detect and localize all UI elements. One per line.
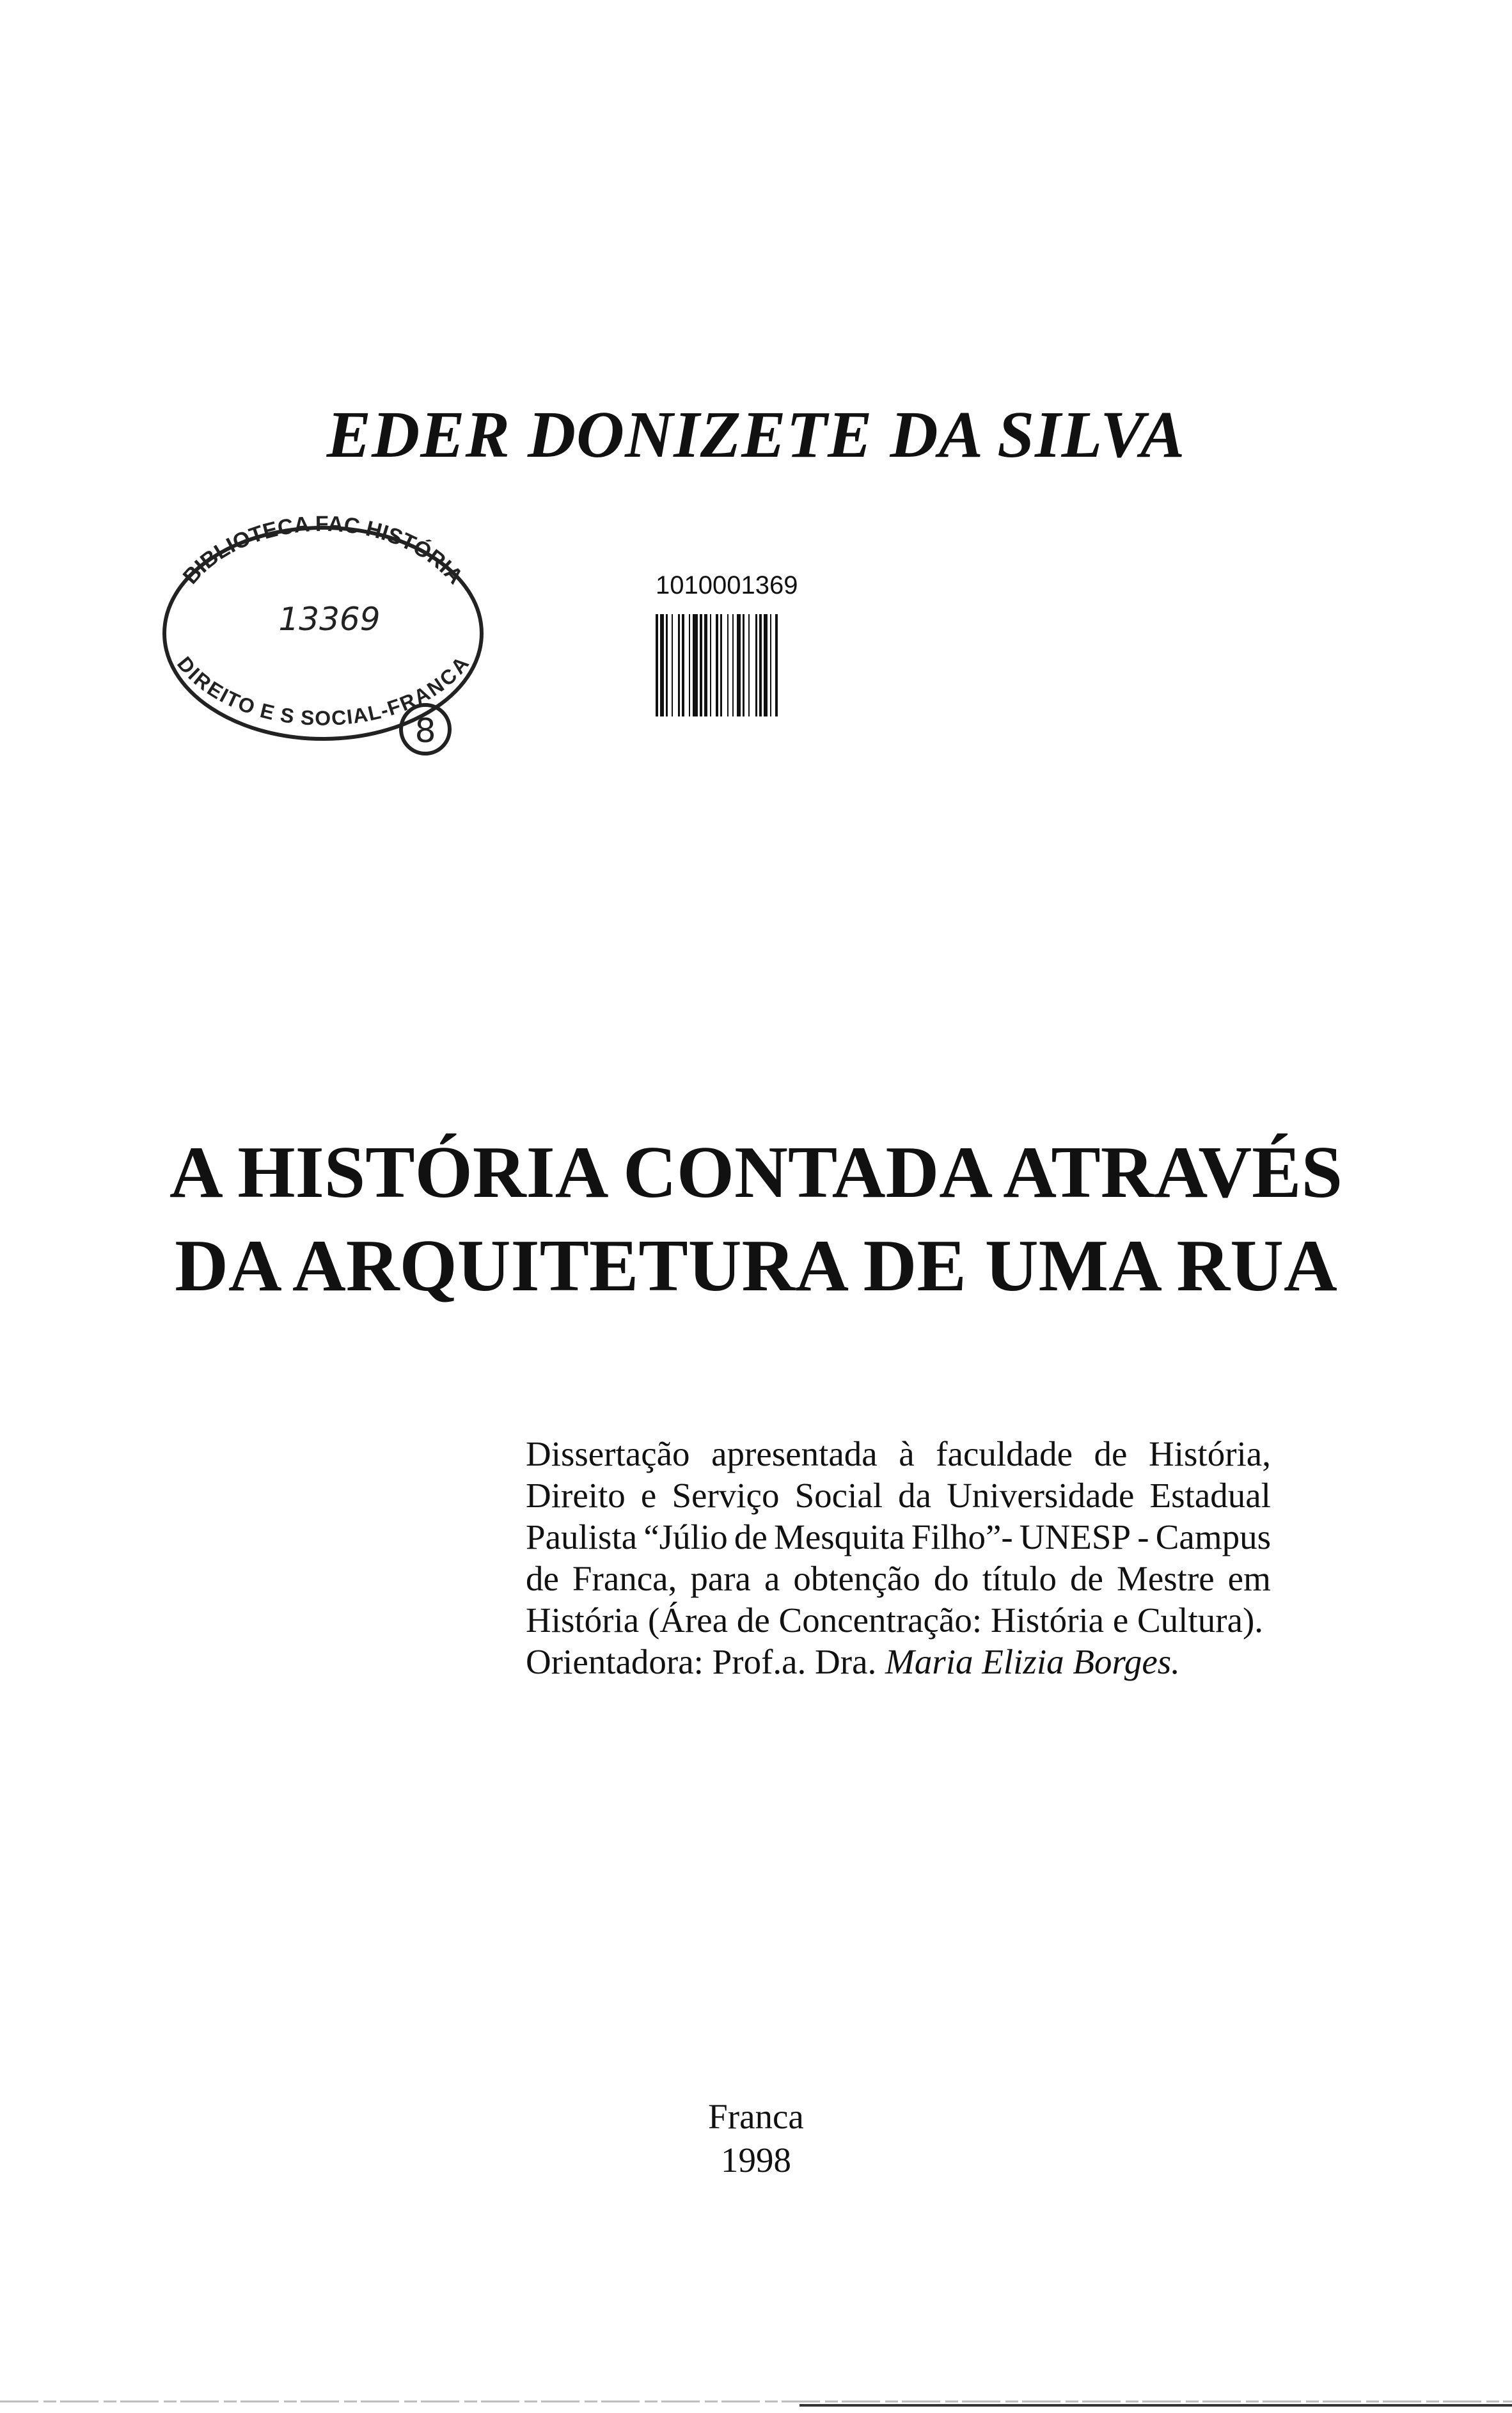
description-word: Filho”-	[911, 1517, 1013, 1556]
author-name: EDER DONIZETE DA SILVA	[326, 398, 1186, 471]
description-line	[526, 1516, 1271, 1558]
description-word: Social	[794, 1476, 883, 1515]
stamp-top-text: BIBLIOTECA FAC HISTÓRIA	[178, 511, 468, 589]
description-word: a	[764, 1559, 780, 1598]
description-word: título	[982, 1559, 1057, 1598]
description-line-5: História (Área de Concentração: História e Cultura).	[526, 1601, 1264, 1640]
library-stamp	[157, 505, 489, 774]
description-word: de	[1094, 1434, 1128, 1473]
description-word: obtenção	[793, 1559, 920, 1598]
description-word: à	[899, 1434, 915, 1473]
description-word: da	[898, 1476, 932, 1515]
description-line	[526, 1475, 1271, 1516]
description-word: História,	[1149, 1434, 1271, 1473]
description-word: Campus	[1155, 1517, 1271, 1556]
description-word: Dissertação	[526, 1434, 690, 1473]
imprint-city: Franca	[708, 2097, 804, 2136]
description-word: Franca,	[572, 1559, 677, 1598]
imprint-year: 1998	[721, 2140, 791, 2180]
description-word: em	[1227, 1559, 1271, 1598]
stamp-handwritten-number: 13369	[278, 601, 381, 638]
description-word: Direito	[526, 1476, 626, 1515]
advisor-name: Maria Elizia Borges.	[885, 1642, 1180, 1681]
description-word: apresentada	[711, 1434, 878, 1473]
circled-mark-text: 8	[414, 712, 436, 750]
description-word: Universidade	[947, 1476, 1135, 1515]
description-line	[526, 1433, 1271, 1475]
description-word: Mestre	[1116, 1559, 1215, 1598]
description-word: do	[933, 1559, 969, 1598]
description-word: -	[1137, 1517, 1149, 1556]
title-line-2: DA ARQUITETURA DE UMA RUA	[175, 1225, 1337, 1307]
description-word: UNESP	[1019, 1517, 1131, 1556]
description-word: e	[640, 1476, 657, 1515]
barcode-number: 1010001369	[656, 571, 798, 599]
thesis-title	[0, 1126, 1512, 1313]
description-word: Serviço	[672, 1476, 780, 1515]
dissertation-description	[526, 1433, 1271, 1682]
description-word: de	[526, 1559, 559, 1598]
advisor-prefix: Orientadora: Prof.a. Dra.	[526, 1642, 877, 1681]
description-word: faculdade	[936, 1434, 1073, 1473]
barcode-icon	[656, 614, 940, 716]
description-word: Mesquita	[773, 1517, 905, 1556]
scan-edge-line	[0, 2393, 1512, 2413]
description-word: de	[734, 1517, 768, 1556]
description-word: “Júlio	[643, 1517, 728, 1556]
svg-text:BIBLIOTECA FAC HISTÓRIA	[178, 512, 468, 589]
advisor-line	[526, 1641, 1271, 1682]
title-line-1: A HISTÓRIA CONTADA ATRAVÉS	[169, 1132, 1343, 1214]
stamp-bottom-text: DIREITO E S SOCIAL-FRANCA	[173, 652, 473, 730]
description-word: Paulista	[526, 1517, 638, 1556]
description-word: para	[690, 1559, 751, 1598]
description-word: Estadual	[1149, 1476, 1271, 1515]
imprint	[0, 2095, 1512, 2182]
description-word: de	[1070, 1559, 1103, 1598]
description-line	[526, 1558, 1271, 1599]
